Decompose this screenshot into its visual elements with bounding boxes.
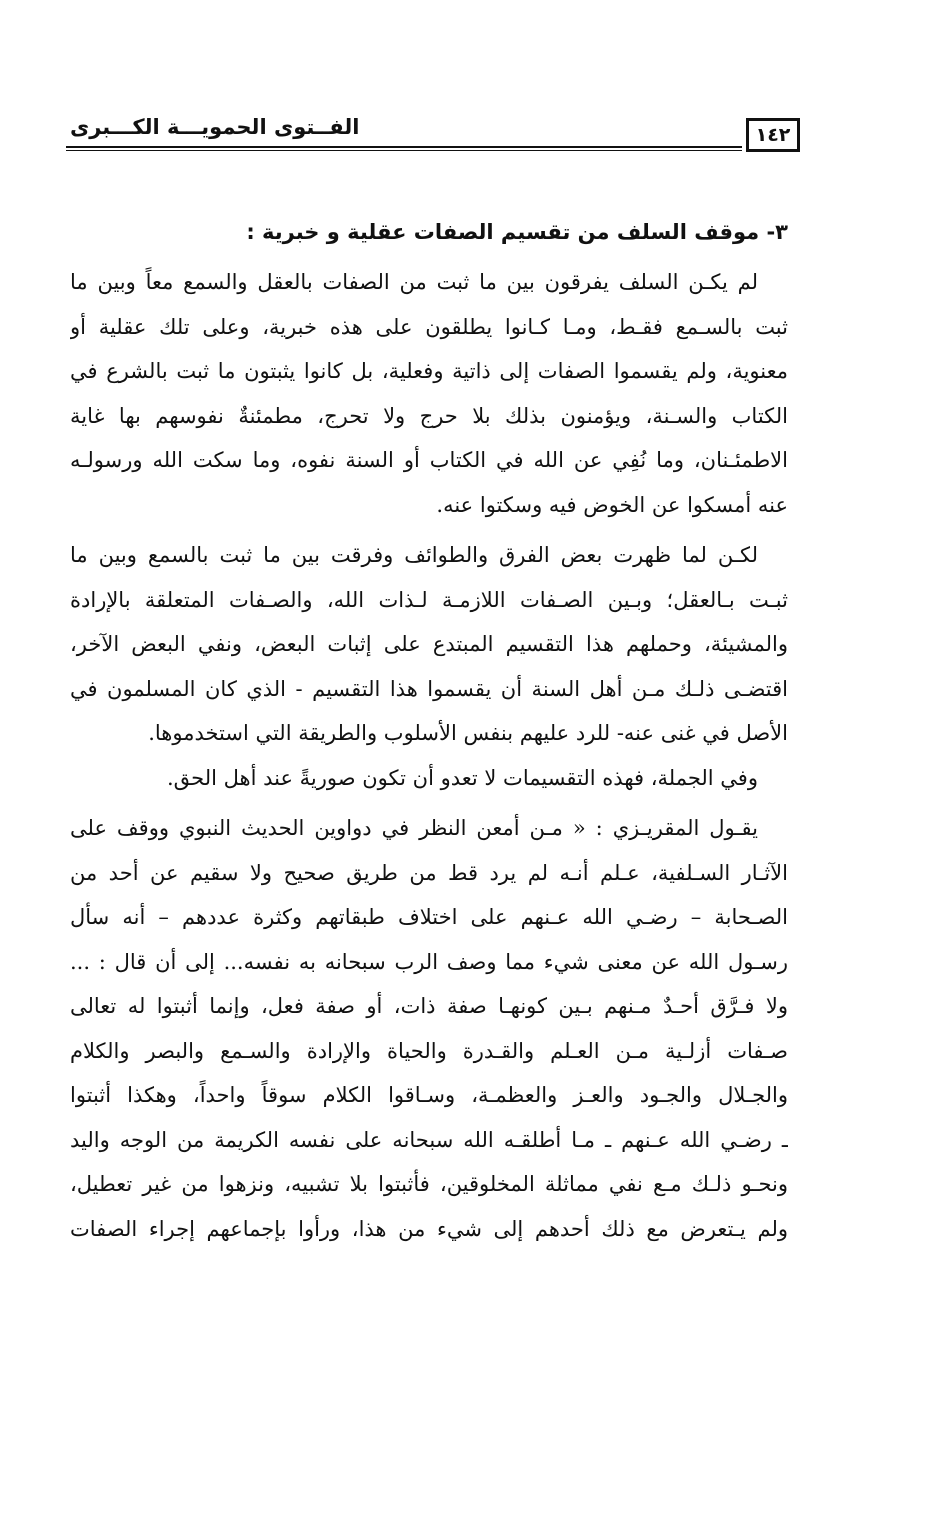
paragraph-4-quote	[70, 806, 788, 1251]
paragraph-2	[70, 533, 788, 756]
text-line: الصـحابة – رضـي الله عـنهم على اختلاف طبقاتهم وكثرة عددهم – أنه سأل	[70, 905, 788, 929]
text-line: رسـول الله عن معنى شيء مما وصف الرب سبحانه به نفسه... إلى أن قال : ...	[70, 949, 788, 974]
text-line: ـ رضـي الله عـنهم ـ مـا أطلقـه الله سبحانه على نفسه الكريمة من الوجه واليد	[70, 1127, 788, 1152]
section-heading: ٣- موقف السلف من تقسيم الصفات عقلية و خبرية :	[246, 220, 788, 244]
body-text	[70, 210, 788, 1251]
running-title: الفــتوى الحمويـــة الكـــبرى	[70, 115, 360, 139]
page-number: ١٤٢	[746, 118, 800, 152]
text-line: لم يكـن السلف يفرقون بين ما ثبت من الصفات بالعقل والسمع معاً وبين ما	[70, 270, 758, 294]
text-line: والجـلال والجـود والعـز والعظمـة، وسـاقوا الكلام سوقاً واحداً، وهكذا أثبتوا	[70, 1083, 788, 1107]
text-line: والمشيئة، وحملهم هذا التقسيم المبتدع على إثبات البعض، ونفي البعض الآخر،	[70, 632, 788, 656]
paragraph-3	[70, 756, 788, 801]
text-line: لكـن لما ظهرت بعض الفرق والطوائف وفرقت بين ما ثبت بالسمع وبين ما	[70, 543, 758, 567]
text-line: معنوية، ولم يقسموا الصفات إلى ذاتية وفعلية، بل كانوا يثبتون ما ثبت بالشرع في	[70, 359, 788, 383]
text-line: عنه أمسكوا عن الخوض فيه وسكتوا عنه.	[436, 492, 788, 517]
text-line: اقتضـى ذلـك مـن أهل السنة أن يقسموا هذا التقسيم - الذي كان المسلمون في	[70, 676, 788, 701]
text-line: ثبت بالسـمع فقـط، ومـا كـانوا يطلقون على هذه خبرية، وعلى تلك عقلية أو	[70, 314, 788, 339]
text-line: الآثـار السـلفية، عـلم أنـه لم يرد قط من طريق صحيح ولا سقيم عن أحد من	[70, 860, 788, 885]
text-line: الاطمئـنان، وما نُفِي عن الله في الكتاب أو السنة نفوه، وما سكت الله ورسولـه	[70, 448, 788, 472]
header-rule	[66, 146, 742, 151]
text-line: ولا فـرَّق أحـدٌ مـنهم بـين كونهـا صفة ذات، أو صفة فعل، وإنما أثبتوا له تعالى	[70, 994, 788, 1018]
text-line: ولم يـتعرض مع ذلك أحدهم إلى شيء من هذا، ورأوا بإجماعهم إجراء الصفات	[70, 1216, 788, 1241]
text-line: وفي الجملة، فهذه التقسيمات لا تعدو أن تكون صوريةً عند أهل الحق.	[166, 765, 758, 790]
text-line: يقـول المقريـزي : « مـن أمعن النظر في دواوين الحديث النبوي ووقف على	[70, 816, 758, 840]
text-line: ثبـت بـالعقل؛ وبـين الصـفات اللازمـة لـذات الله، والصـفات المتعلقة بالإرادة	[70, 587, 788, 612]
text-line: الأصل في غنى عنه- للرد عليهم بنفس الأسلوب والطريقة التي استخدموها.	[148, 721, 788, 745]
text-line: صـفات أزلـية مـن العـلم والقـدرة والحياة والإرادة والسـمع والبصر والكلام	[70, 1038, 788, 1063]
running-header	[66, 112, 800, 158]
text-line: ونحـو ذلـك مـع نفي مماثلة المخلوقين، فأثبتوا بلا تشبيه، ونزهوا من غير تعطيل،	[70, 1172, 788, 1196]
paragraph-1	[70, 260, 788, 527]
text-line: الكتاب والسـنة، ويؤمنون بذلك بلا حرج ولا تحرج، مطمئنةٌ نفوسهم بها غاية	[70, 403, 788, 428]
